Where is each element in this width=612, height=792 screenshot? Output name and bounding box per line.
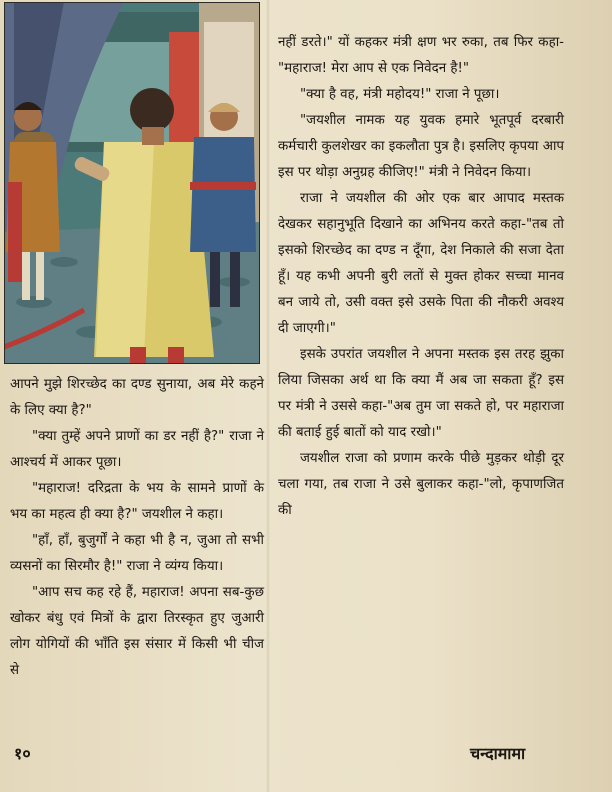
- court-scene-image: [4, 2, 260, 364]
- page-fold-shadow: [266, 0, 270, 792]
- left-text-column: [10, 372, 264, 684]
- paragraph: "आप सच कह रहे हैं, महाराज! अपना सब-कुछ खोकर बंधु एवं मित्रों के द्वारा तिरस्कृत हुए जुआरी लोग योगियों की भाँति इस संसार में किसी भी चीज से: [10, 585, 264, 678]
- paragraph: इसके उपरांत जयशील ने अपना मस्तक इस तरह झुका लिया जिसका अर्थ था कि क्या मैं अब जा सकता हूँ? इस पर मंत्री ने उससे कहा-"अब तुम जा सकते हो, पर महाराजा की बताई हुई बातों को याद रखो।": [278, 347, 564, 440]
- right-text-column: [278, 30, 564, 524]
- paragraph: राजा ने जयशील की ओर एक बार आपाद मस्तक देखकर सहानुभूति दिखाने का अभिनय करते कहा-"तब तो इसको शिरच्छेद का दण्ड न दूँगा, देश निकाले की सजा देता हूँ। यह कभी अपनी बुरी लतों से मुक्त होकर सच्चा मानव बन जाये तो, उसी वक्त इसे उसके पिता की नौकरी अवश्य दी जाएगी।": [278, 191, 564, 336]
- paragraph: "क्या है वह, मंत्री महोदय!" राजा ने पूछा।: [300, 87, 500, 102]
- paragraph: "महाराज! दरिद्रता के भय के सामने प्राणों के भय का महत्व ही क्या है?" जयशील ने कहा।: [10, 481, 264, 522]
- paragraph: जयशील राजा को प्रणाम करके पीछे मुड़कर थोड़ी दूर चला गया, तब राजा ने उसे बुलाकर कहा-"लो, कृपाणजित की: [278, 451, 564, 518]
- paragraph: "जयशील नामक यह युवक हमारे भूतपूर्व दरबारी कर्मचारी कुलशेखर का इकलौता पुत्र है। इसलिए कृपया आप इस पर थोड़ा अनुग्रह कीजिए!" मंत्री ने निवेदन किया।: [278, 113, 564, 180]
- paragraph: "क्या तुम्हें अपने प्राणों का डर नहीं है?" राजा ने आश्चर्य में आकर पूछा।: [10, 429, 264, 470]
- story-illustration: [4, 2, 260, 364]
- paragraph: नहीं डरते।" यों कहकर मंत्री क्षण भर रुका, तब फिर कहा-"महाराज! मेरा आप से एक निवेदन है!": [278, 35, 564, 76]
- page-number: १०: [14, 744, 31, 763]
- paragraph: आपने मुझे शिरच्छेद का दण्ड सुनाया, अब मेरे कहने के लिए क्या है?": [10, 377, 264, 418]
- magazine-title: चन्दामामा: [470, 744, 526, 763]
- paragraph: "हाँ, हाँ, बुजुर्गों ने कहा भी है न, जुआ तो सभी व्यसनों का सिरमौर है!" राजा ने व्यंग्य किया।: [10, 533, 264, 574]
